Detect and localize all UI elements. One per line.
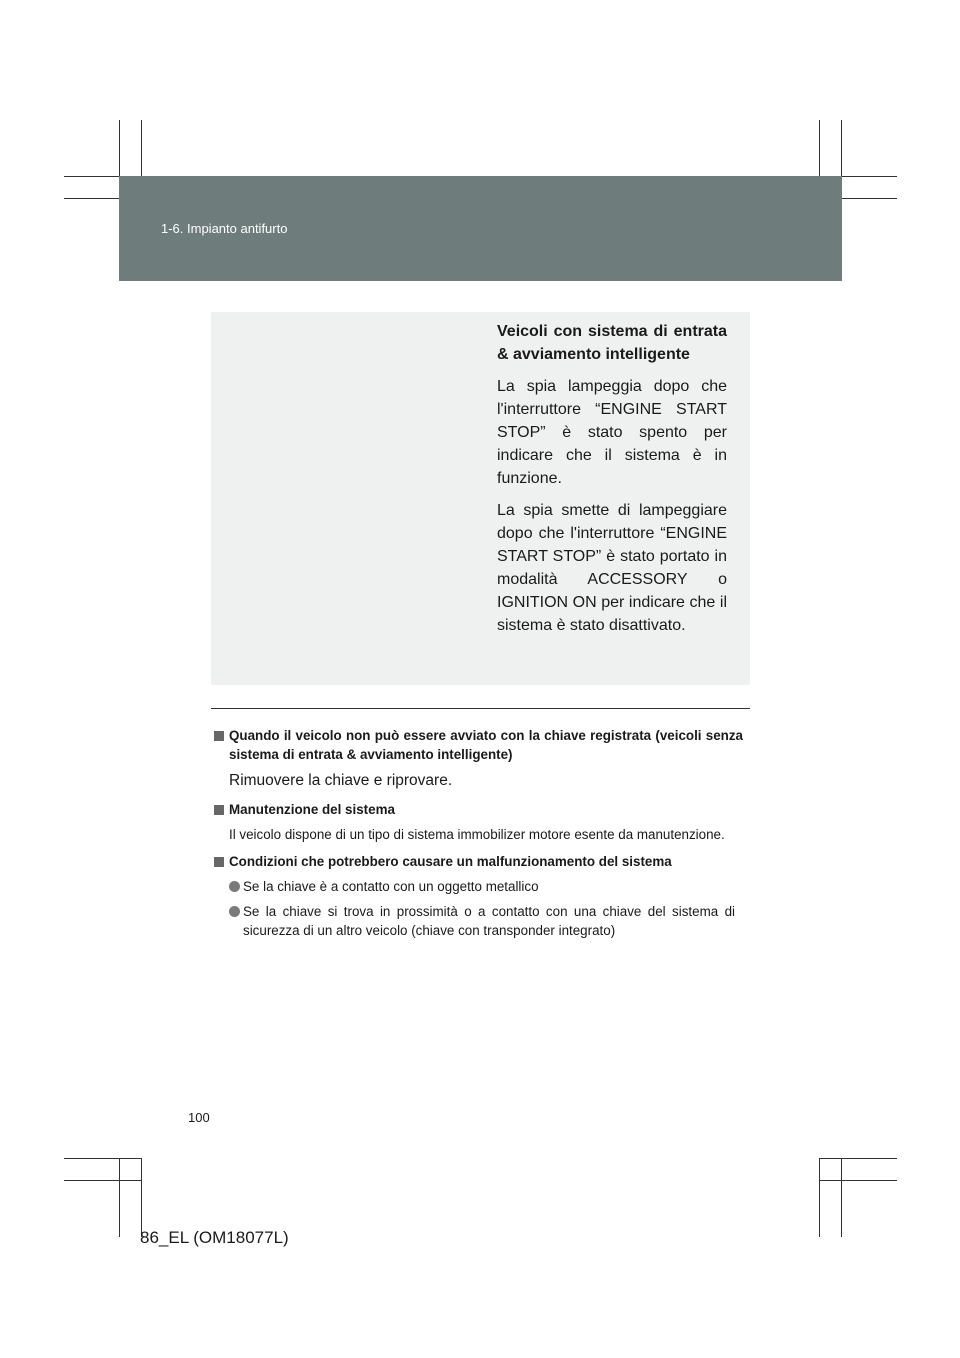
list-item-text: Se la chiave si trova in prossimità o a contatto con una chiave del sistema di sicurezza di un altro veicolo (chiave con transponder integrato) bbox=[243, 904, 735, 938]
info-box-text bbox=[497, 320, 727, 646]
crop-mark bbox=[141, 1158, 142, 1237]
square-bullet-icon bbox=[214, 805, 224, 815]
list-item bbox=[213, 877, 735, 896]
square-bullet-icon bbox=[214, 857, 224, 867]
circle-bullet-icon bbox=[229, 881, 240, 892]
square-bullet-icon bbox=[214, 731, 224, 741]
crop-mark bbox=[64, 1180, 142, 1181]
section-divider bbox=[211, 708, 750, 709]
crop-mark bbox=[819, 1180, 897, 1181]
crop-mark bbox=[119, 1158, 120, 1237]
note-title bbox=[213, 800, 743, 819]
section-title: 1-6. Impianto antifurto bbox=[161, 221, 288, 236]
page-number: 100 bbox=[188, 1110, 210, 1125]
note-body: Rimuovere la chiave e riprovare. bbox=[229, 772, 453, 789]
crop-mark bbox=[819, 1158, 897, 1159]
section-header bbox=[119, 176, 842, 281]
info-box-paragraph: La spia lampeggia dopo che l'interruttore “ENGINE START STOP” è stato spento per indicare che il sistema è in funzione. bbox=[497, 378, 727, 487]
note-title bbox=[213, 726, 743, 764]
circle-bullet-icon bbox=[229, 906, 240, 917]
document-code: 86_EL (OM18077L) bbox=[140, 1228, 289, 1247]
note-title bbox=[213, 852, 743, 871]
note-title-text: Quando il veicolo non può essere avviato con la chiave registrata (veicoli senza sistema di entrata & avviamento intelligente) bbox=[229, 728, 743, 762]
crop-mark bbox=[841, 1158, 842, 1237]
crop-mark bbox=[819, 1158, 820, 1237]
note-title-text: Manutenzione del sistema bbox=[229, 802, 395, 817]
list-item bbox=[213, 902, 735, 940]
note-title-text: Condizioni che potrebbero causare un malfunzionamento del sistema bbox=[229, 854, 672, 869]
info-box-paragraph: La spia smette di lampeggiare dopo che l'interruttore “ENGINE START STOP” è stato portato in modalità ACCESSORY o IGNITION ON per indicare che il sistema è stato disattivato. bbox=[497, 502, 727, 634]
notes-section bbox=[213, 726, 743, 946]
info-box bbox=[211, 312, 750, 685]
note-body: Il veicolo dispone di un tipo di sistema immobilizer motore esente da manutenzione. bbox=[229, 827, 725, 842]
crop-mark bbox=[64, 1158, 142, 1159]
list-item-text: Se la chiave è a contatto con un oggetto metallico bbox=[243, 879, 539, 894]
info-box-heading: Veicoli con sistema di entrata & avviamento intelligente bbox=[497, 323, 727, 363]
